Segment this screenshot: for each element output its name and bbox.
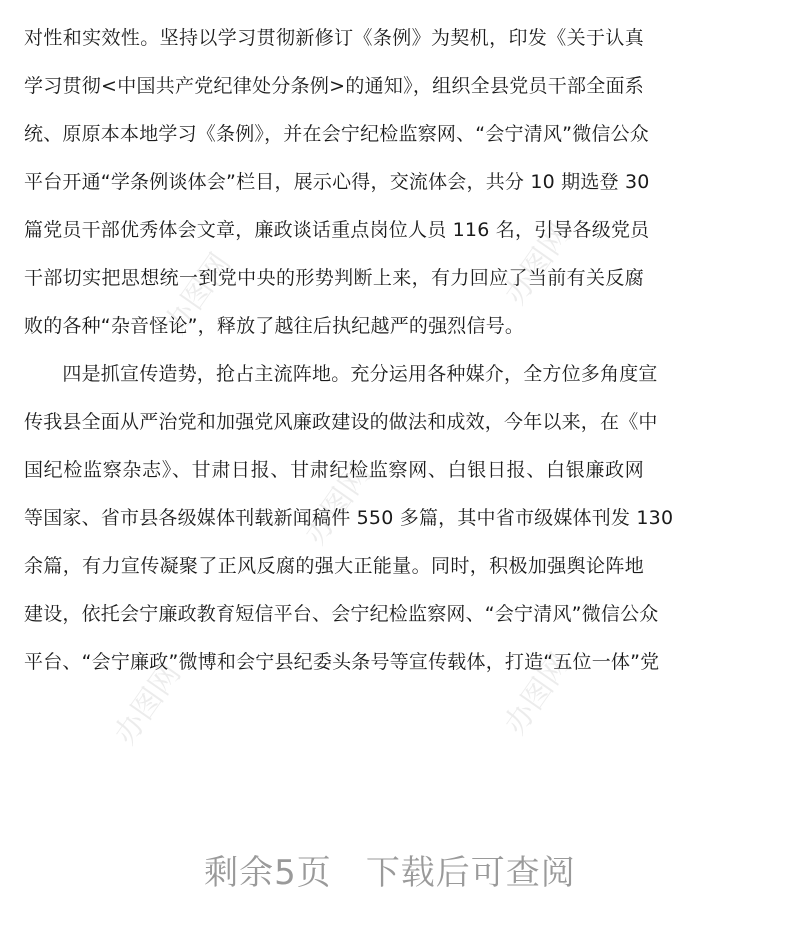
text-line: 建设，依托会宁廉政教育短信平台、会宁纪检监察网、“会宁清风”微信公众 [24,603,659,625]
download-to-view-label: 下载后可查阅 [365,853,576,893]
watermark: 办图网 [107,657,189,751]
text-line: 平台开通“学条例谈体会”栏目，展示心得，交流体会，共分 10 期选登 30 [24,171,650,193]
text-line: 篇党员干部优秀体会文章，廉政谈话重点岗位人员 116 名，引导各级党员 [24,219,650,241]
text-line: 传我县全面从严治党和加强党风廉政建设的做法和成效，今年以来，在《中 [24,411,658,433]
remaining-pages-label: 剩余5页 [204,853,332,893]
text-line: 平台、“会宁廉政”微博和会宁县纪委头条号等宣传载体，打造“五位一体”党 [24,651,660,673]
text-line: 学习贯彻<中国共产党纪律处分条例>的通知》，组织全县党员干部全面系 [24,75,644,97]
text-line: 四是抓宣传造势，抢占主流阵地。充分运用各种媒介，全方位多角度宣 [24,363,658,385]
text-line: 干部切实把思想统一到党中央的形势判断上来，有力回应了当前有关反腐 [24,267,644,289]
text-line: 统、原原本本地学习《条例》，并在会宁纪检监察网、“会宁清风”微信公众 [24,123,649,145]
watermark: 办图网 [497,217,579,311]
remaining-pages-prompt[interactable] [0,845,780,894]
document-body [24,20,674,692]
text-line: 对性和实效性。坚持以学习贯彻新修订《条例》为契机，印发《关于认真 [24,27,644,49]
watermark: 办图网 [157,247,239,341]
text-line: 余篇，有力宣传凝聚了正风反腐的强大正能量。同时，积极加强舆论阵地 [24,555,644,577]
text-line: 国纪检监察杂志》、甘肃日报、甘肃纪检监察网、白银日报、白银廉政网 [24,459,644,481]
text-line: 败的各种“杂音怪论”，释放了越往后执纪越严的强烈信号。 [24,315,525,337]
text-line: 等国家、省市县各级媒体刊载新闻稿件 550 多篇，其中省市级媒体刊发 130 [24,507,674,529]
watermark: 办图网 [497,647,579,741]
watermark: 办图网 [297,457,379,551]
